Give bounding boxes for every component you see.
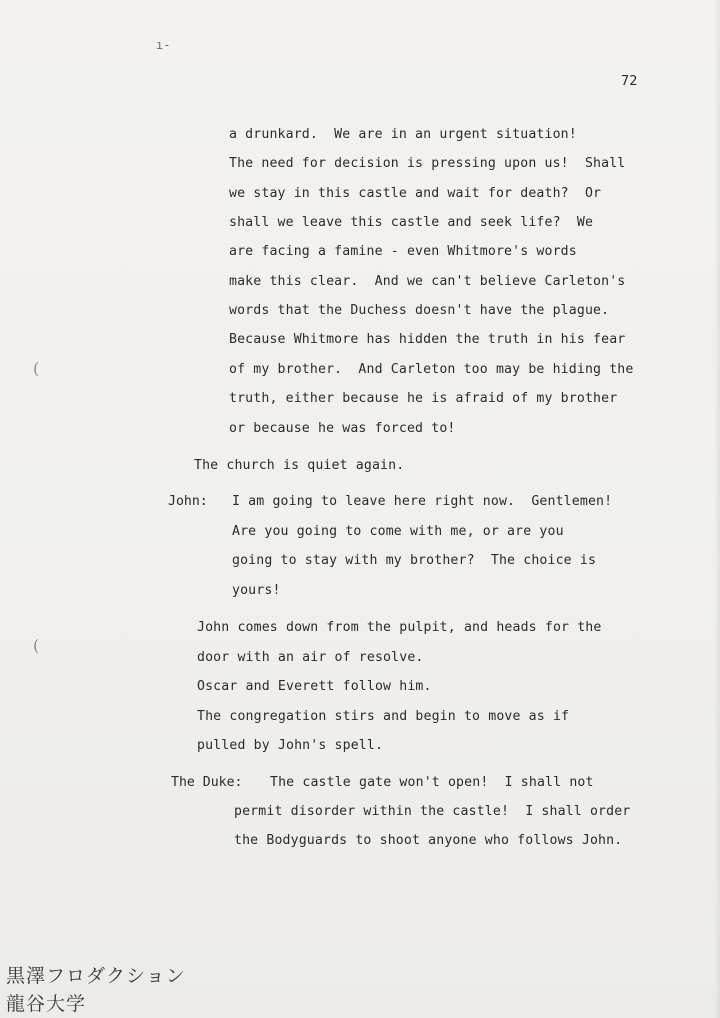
body-line: truth, either because he is afraid of my brother bbox=[229, 391, 618, 406]
stray-mark: ı- bbox=[156, 38, 171, 52]
archive-watermark-line1: 黒澤フロダクション bbox=[6, 965, 186, 987]
body-line: are facing a famine - even Whitmore's words bbox=[229, 244, 577, 259]
direction-line: Oscar and Everett follow him. bbox=[197, 679, 432, 694]
dialogue-line: The castle gate won't open! I shall not bbox=[270, 775, 594, 790]
archive-watermark-line2: 龍谷大学 bbox=[6, 993, 87, 1015]
body-line: we stay in this castle and wait for death? Or bbox=[229, 186, 602, 201]
page-number: 72 bbox=[621, 73, 638, 89]
direction-line: pulled by John's spell. bbox=[197, 738, 384, 753]
body-line: make this clear. And we can't believe Carleton's bbox=[229, 274, 626, 289]
dialogue-line: yours! bbox=[232, 583, 281, 598]
body-line: words that the Duchess doesn't have the plague. bbox=[229, 303, 610, 318]
stage-direction: The church is quiet again. bbox=[194, 458, 405, 473]
page-edge-shadow bbox=[714, 0, 720, 1018]
body-line: The need for decision is pressing upon us! Shall bbox=[229, 156, 626, 171]
direction-line: door with an air of resolve. bbox=[197, 650, 424, 665]
body-line: a drunkard. We are in an urgent situation! bbox=[229, 127, 577, 142]
direction-line: John comes down from the pulpit, and heads for the bbox=[197, 620, 602, 635]
margin-bracket-mark: ( bbox=[33, 359, 40, 378]
speaker-name: The Duke: bbox=[171, 775, 243, 790]
body-line: Because Whitmore has hidden the truth in his fear bbox=[229, 332, 626, 347]
dialogue-line: Are you going to come with me, or are you bbox=[232, 524, 564, 539]
body-line: of my brother. And Carleton too may be hiding the bbox=[229, 362, 634, 377]
dialogue-line: I am going to leave here right now. Gentlemen! bbox=[232, 494, 613, 509]
dialogue-line: going to stay with my brother? The choice is bbox=[232, 553, 597, 568]
margin-bracket-mark: ( bbox=[33, 636, 40, 655]
dialogue-line: permit disorder within the castle! I shall order bbox=[234, 804, 631, 819]
dialogue-line: the Bodyguards to shoot anyone who follows John. bbox=[234, 833, 623, 848]
body-line: or because he was forced to! bbox=[229, 421, 456, 436]
direction-line: The congregation stirs and begin to move as if bbox=[197, 709, 570, 724]
body-line: shall we leave this castle and seek life? We bbox=[229, 215, 594, 230]
speaker-name: John: bbox=[168, 494, 208, 509]
